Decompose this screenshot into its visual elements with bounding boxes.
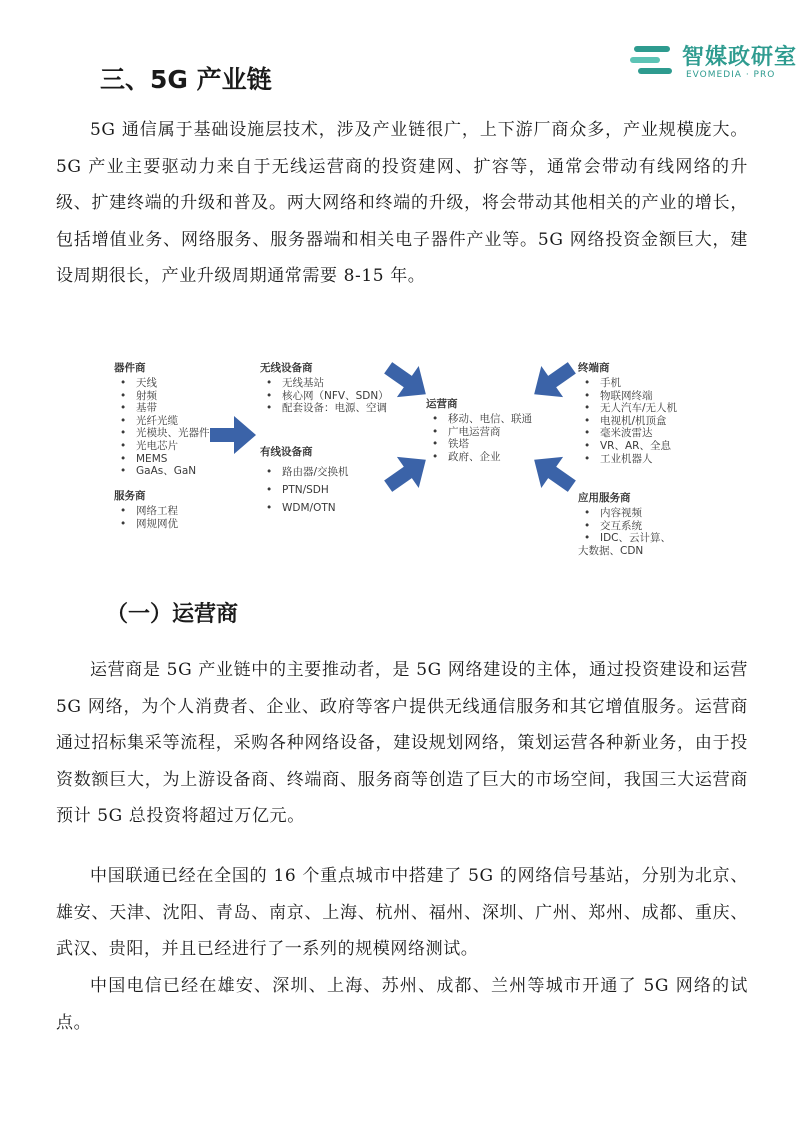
block-title: 服务商: [114, 490, 146, 502]
industry-chain-diagram: [108, 352, 708, 562]
down-right-arrow-icon: [384, 360, 430, 402]
list-item: • 手机: [578, 377, 677, 390]
list-item: • 天线: [114, 377, 210, 390]
list-item: • 核心网（NFV、SDN）: [260, 390, 389, 403]
list-item: • 网络工程: [114, 505, 178, 518]
list-item: • 移动、电信、联通: [426, 413, 532, 426]
list-item: • 电视机/机顶盒: [578, 415, 677, 428]
list-item: • 工业机器人: [578, 453, 677, 466]
operators-block: [426, 396, 532, 463]
list-item: • 交互系统: [578, 520, 671, 533]
list-item: • 广电运营商: [426, 426, 532, 439]
block-title: 有线设备商: [260, 446, 313, 458]
subsection-heading: （一）运营商: [106, 602, 239, 627]
telecom-paragraph: 中国电信已经在雄安、深圳、上海、苏州、成都、兰州等城市开通了 5G 网络的试点。: [56, 976, 748, 1033]
list-item: • 光纤光缆: [114, 415, 210, 428]
logo-name: 智媒政研室: [682, 45, 798, 70]
section-heading: 三、5G 产业链: [100, 65, 272, 94]
up-left-arrow-icon: [530, 452, 576, 494]
list-item: • 毫米波雷达: [578, 427, 677, 440]
list-item: • 射频: [114, 390, 210, 403]
logo-subtitle: EVOMEDIA · PRO: [686, 70, 776, 80]
list-item: • 光电芯片: [114, 440, 210, 453]
list-item: 大数据、CDN: [578, 544, 644, 557]
list-item: • 政府、企业: [426, 451, 532, 464]
list-item: • 网规网优: [114, 518, 178, 531]
up-right-arrow-icon: [384, 452, 430, 494]
list-item: • 内容视频: [578, 507, 671, 520]
list-item: • 物联网终端: [578, 390, 677, 403]
block-title: 运营商: [426, 398, 458, 410]
block-title: 无线设备商: [260, 362, 313, 374]
list-item: • GaAs、GaN: [114, 465, 210, 478]
wireless-equipment-block: [260, 360, 389, 415]
unicom-paragraph: 中国联通已经在全国的 16 个重点城市中搭建了 5G 的网络信号基站，分别为北京、雄安、天津、沈阳、青岛、南京、上海、杭州、福州、深圳、广州、郑州、成都、重庆、武汉、贵阳，并且已经进行了一系列的规模网络测试。: [56, 866, 748, 959]
list-item: • WDM/OTN: [260, 499, 349, 517]
services-block: [114, 488, 178, 530]
app-services-block: [578, 490, 671, 557]
brand-logo: [630, 40, 798, 90]
block-title: 终端商: [578, 362, 610, 374]
list-item: • 光模块、光器件: [114, 427, 210, 440]
list-item: • VR、AR、全息: [578, 440, 677, 453]
block-title: 应用服务商: [578, 492, 631, 504]
terminals-block: [578, 360, 677, 465]
block-title: 器件商: [114, 362, 146, 374]
list-item: • 铁塔: [426, 438, 532, 451]
list-item: • IDC、云计算、: [578, 532, 671, 545]
components-block: [114, 360, 210, 478]
list-item: • 配套设备：电源、空调: [260, 402, 389, 415]
list-item: • 无人汽车/无人机: [578, 402, 677, 415]
logo-mark-icon: [630, 42, 676, 80]
intro-paragraph: 5G 通信属于基础设施层技术，涉及产业链很广，上下游厂商众多，产业规模庞大。5G 产业主要驱动力来自于无线运营商的投资建网、扩容等，通常会带动有线网络的升级、扩建终端的升级和普及。两大网络和终端的升级，将会带动其他相关的产业的增长，包括增值业务、网络服务、服务器端和相关电子器件产业等。5G 网络投资金额巨大，建设周期很长，产业升级周期通常需要 8-15 年。: [56, 120, 748, 286]
list-item: • 路由器/交换机: [260, 463, 349, 481]
right-arrow-icon: [210, 414, 256, 456]
wired-equipment-block: [260, 444, 349, 517]
list-item: • 基带: [114, 402, 210, 415]
operators-paragraph: 运营商是 5G 产业链中的主要推动者，是 5G 网络建设的主体，通过投资建设和运营 5G 网络，为个人消费者、企业、政府等客户提供无线通信服务和其它增值服务。运营商通过招标集采等流程，采购各种网络设备，建设规划网络，策划运营各种新业务，由于投资数额巨大，为上游设备商、终端商、服务商等创造了巨大的市场空间，我国三大运营商预计 5G 总投资将超过万亿元。: [56, 660, 748, 826]
down-left-arrow-icon: [530, 360, 576, 402]
list-item: • MEMS: [114, 453, 210, 466]
list-item: • PTN/SDH: [260, 481, 349, 499]
list-item: • 无线基站: [260, 377, 389, 390]
